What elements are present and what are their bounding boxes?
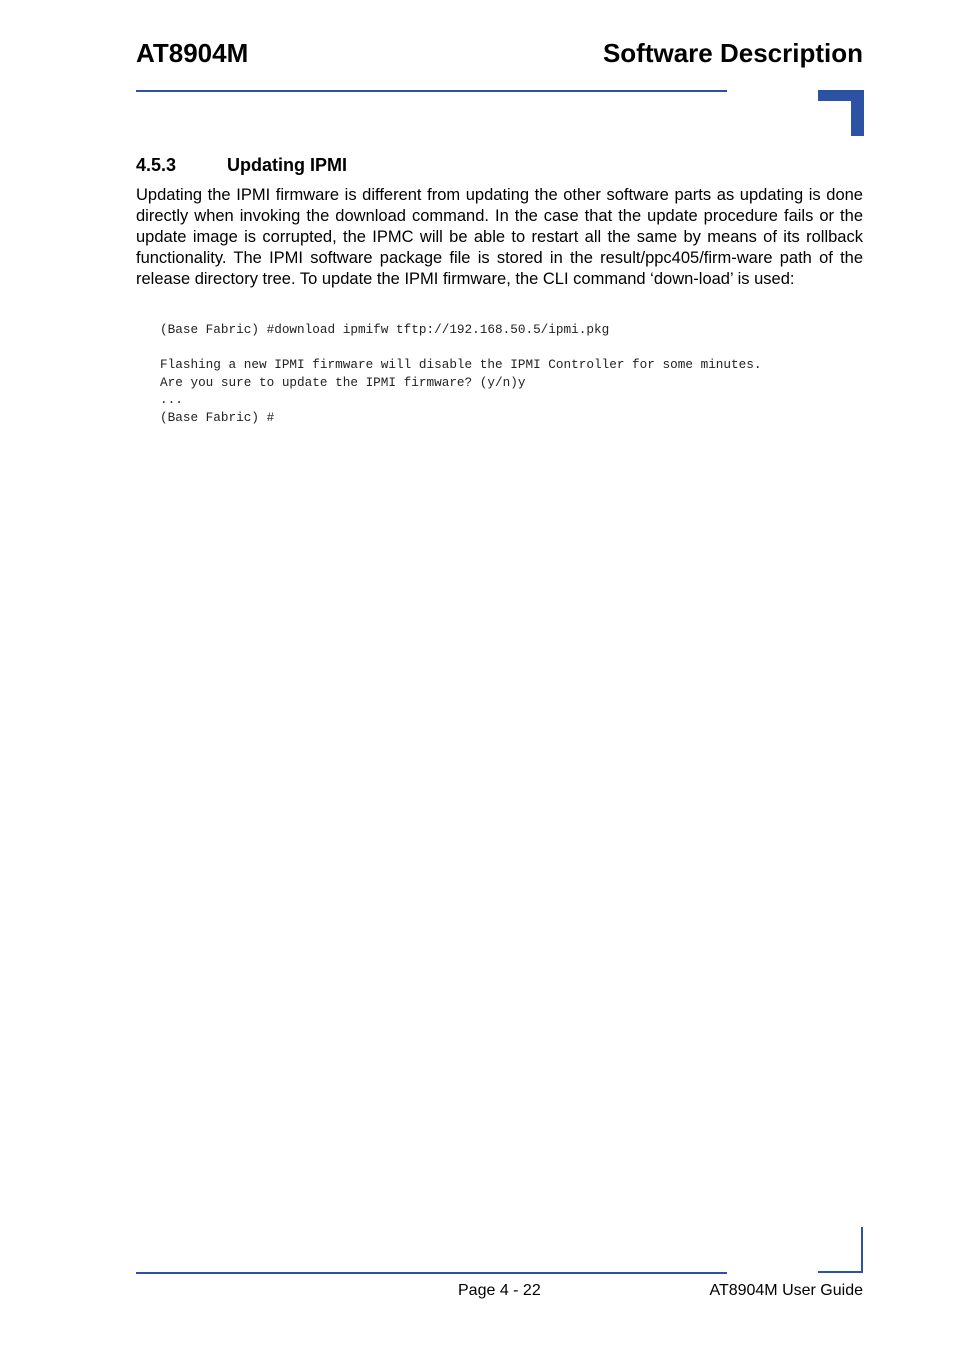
header-corner-mark-vertical [851,90,864,136]
code-line-blank [160,339,762,357]
code-line: (Base Fabric) # [160,409,275,425]
section-body-paragraph: Updating the IPMI firmware is different from updating the other software parts as updating is done directly when invoking the download command. In the case that the update procedure fails or the update image is corrupted, the IPMC will be able to restart all the same by means of its rollback functionality. The IPMI software package file is stored in the result/ppc405/firm-ware path of the release directory tree. To update the IPMI firmware, the CLI command ‘down-load’ is used: [136,186,863,288]
header-chapter-title: Software Description [602,38,863,68]
code-line: ... [160,392,183,408]
footer-guide-title: AT8904M User Guide [709,1282,863,1299]
code-line: Are you sure to update the IPMI firmware? (y/n)y [160,374,526,390]
cli-code-block [160,321,762,427]
header-rule [136,90,727,92]
footer-corner-mark-vertical [861,1227,863,1273]
code-line: Flashing a new IPMI firmware will disable the IPMI Controller for some minutes. [160,357,762,373]
header-product-name: AT8904M [136,38,249,68]
code-line: (Base Fabric) #download ipmifw tftp://192.168.50.5/ipmi.pkg [160,322,610,337]
footer-corner-mark [818,1271,863,1273]
section-number: 4.5.3 [136,155,177,175]
section-title: Updating IPMI [227,155,347,175]
section-heading [136,154,347,176]
footer-page-number: Page 4 - 22 [458,1282,541,1299]
footer-rule [136,1272,727,1274]
